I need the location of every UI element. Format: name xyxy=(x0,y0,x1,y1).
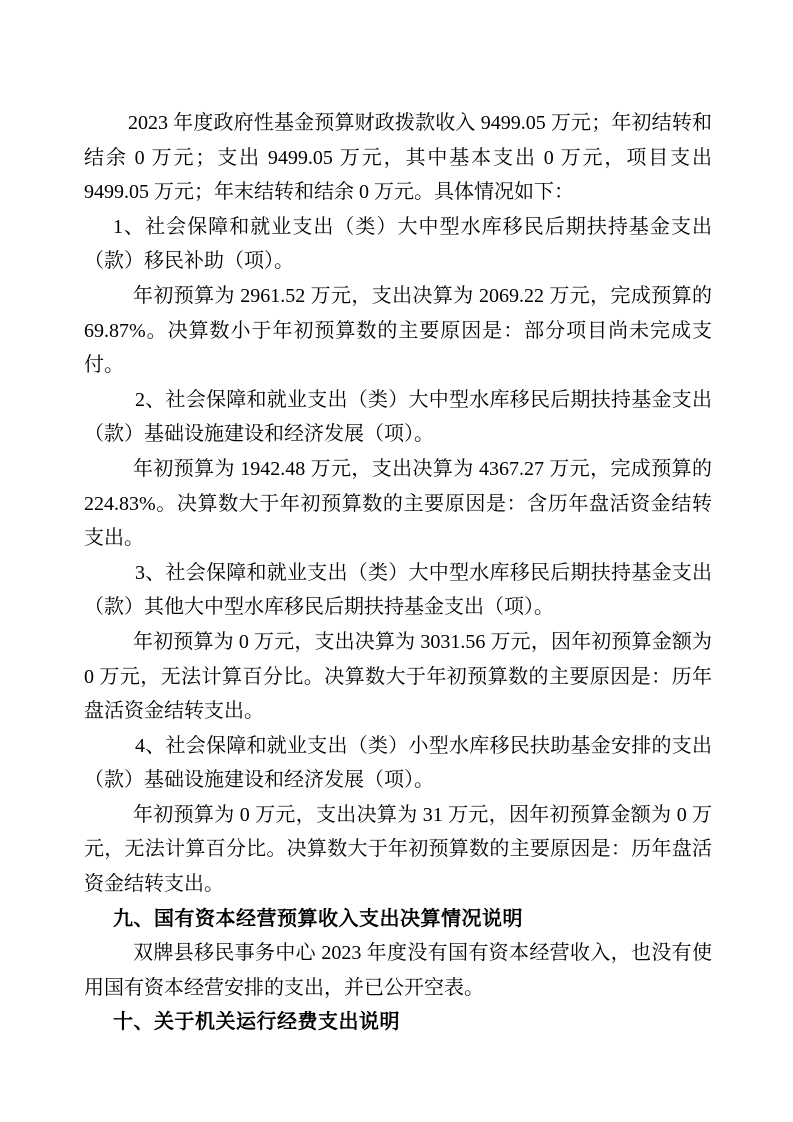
paragraph-item3-title: 3、社会保障和就业支出（类）大中型水库移民后期扶持基金支出（款）其他大中型水库移民后期扶持基金支出（项）。 xyxy=(84,561,712,619)
paragraph-item4-detail: 年初预算为 0 万元，支出决算为 31 万元，因年初预算金额为 0 万元，无法计算百分比。决算数大于年初预算数的主要原因是：历年盘活资金结转支出。 xyxy=(84,803,712,896)
paragraph-gov-fund-overview: 2023 年度政府性基金预算财政拨款收入 9499.05 万元；年初结转和结余 0 万元；支出 9499.05 万元，其中基本支出 0 万元，项目支出 9499.05 万元；年末结转和结余 0 万元。具体情况如下： xyxy=(84,112,712,204)
paragraph-item2-detail: 年初预算为 1942.48 万元，支出决算为 4367.27 万元，完成预算的 224.83%。决算数大于年初预算数的主要原因是：含历年盘活资金结转支出。 xyxy=(84,457,712,550)
document-body xyxy=(84,106,712,1040)
paragraph-state-capital-note: 双牌县移民事务中心 2023 年度没有国有资本经营收入，也没有使用国有资本经营安排的支出，并已公开空表。 xyxy=(84,942,712,999)
section-heading-nine: 九、国有资本经营预算收入支出决算情况说明 xyxy=(113,907,523,930)
paragraph-item2-title: 2、社会保障和就业支出（类）大中型水库移民后期扶持基金支出（款）基础设施建设和经济发展（项）。 xyxy=(84,388,712,446)
section-heading-ten: 十、关于机关运行经费支出说明 xyxy=(113,1011,400,1034)
paragraph-item3-detail: 年初预算为 0 万元，支出决算为 3031.56 万元，因年初预算金额为 0 万元，无法计算百分比。决算数大于年初预算数的主要原因是：历年盘活资金结转支出。 xyxy=(84,630,712,723)
paragraph-item1-detail: 年初预算为 2961.52 万元，支出决算为 2069.22 万元，完成预算的 69.87%。决算数小于年初预算数的主要原因是：部分项目尚未完成支付。 xyxy=(84,284,712,377)
paragraph-item4-title: 4、社会保障和就业支出（类）小型水库移民扶助基金安排的支出（款）基础设施建设和经济发展（项）。 xyxy=(84,734,712,792)
paragraph-item1-title: 1、社会保障和就业支出（类）大中型水库移民后期扶持基金支出（款）移民补助（项）。 xyxy=(84,215,712,273)
